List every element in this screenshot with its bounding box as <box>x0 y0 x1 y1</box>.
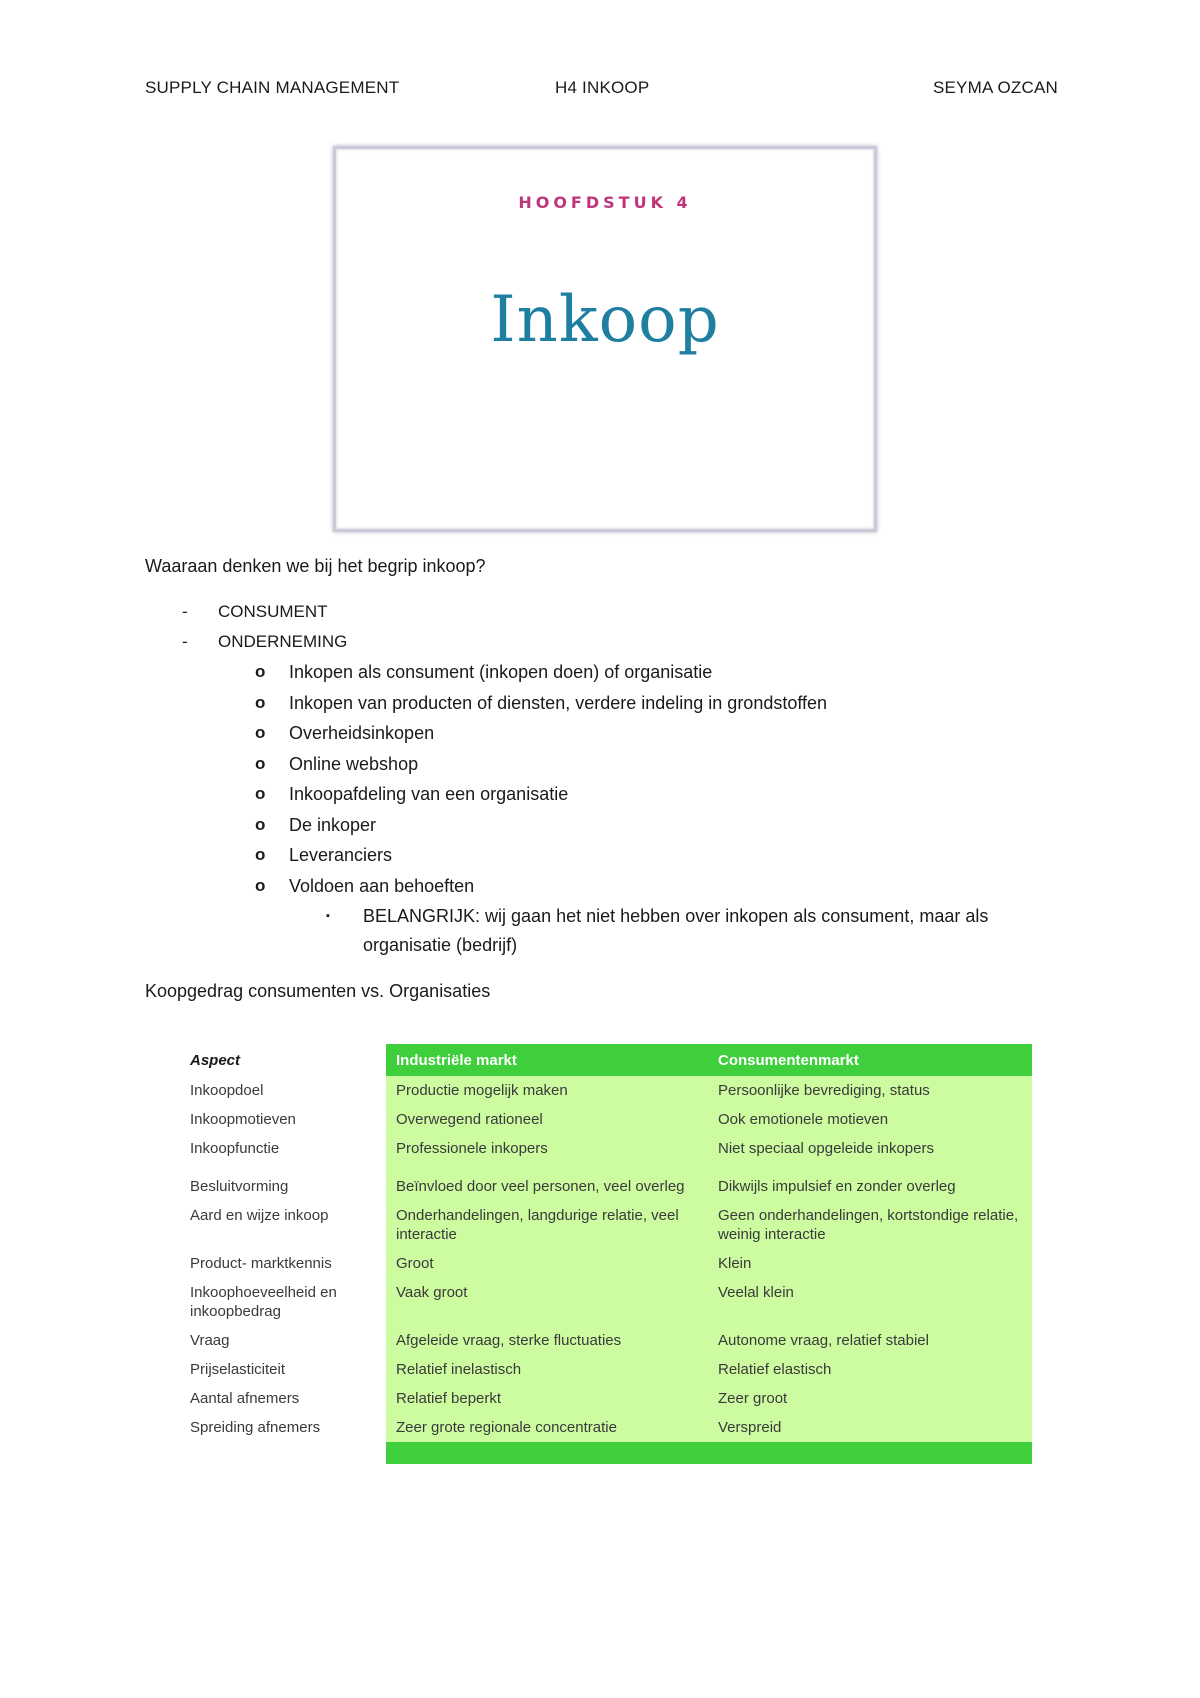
industrial-cell: Relatief beperkt <box>386 1384 708 1413</box>
sub-item-label: Overheidsinkopen <box>289 723 435 743</box>
consumer-cell: Ook emotionele motieven <box>708 1105 1032 1134</box>
sub-item-label: De inkoper <box>289 815 377 835</box>
table-row <box>180 1201 1032 1249</box>
dash-item-label: CONSUMENT <box>218 602 328 621</box>
consumer-cell: Veelal klein <box>708 1278 1032 1326</box>
chapter-title: Inkoop <box>490 283 720 357</box>
circle-bullet: o <box>255 845 266 864</box>
industrial-cell: Productie mogelijk maken <box>386 1076 708 1105</box>
aspect-cell: Product- marktkennis <box>180 1249 386 1278</box>
column-header-aspect: Aspect <box>180 1044 386 1076</box>
table-row <box>180 1076 1032 1105</box>
dash-bullet: - <box>182 602 188 621</box>
footer-empty-cell <box>180 1442 386 1464</box>
column-header-consumer: Consumentenmarkt <box>708 1044 1032 1076</box>
table-row <box>180 1134 1032 1163</box>
aspect-cell: Inkoopfunctie <box>180 1134 386 1163</box>
table-row <box>180 1249 1032 1278</box>
header-chapter: H4 INKOOP <box>555 78 650 97</box>
important-note-text: BELANGRIJK: wij gaan het niet hebben over inkopen als consument, maar als organisatie (bedrijf) <box>363 906 989 955</box>
sub-item-label: Voldoen aan behoeften <box>289 876 475 896</box>
consumer-cell: Dikwijls impulsief en zonder overleg <box>708 1163 1032 1201</box>
consumer-cell: Niet speciaal opgeleide inkopers <box>708 1134 1032 1163</box>
footer-green-band <box>386 1442 1032 1464</box>
consumer-cell: Persoonlijke bevrediging, status <box>708 1076 1032 1105</box>
industrial-cell: Afgeleide vraag, sterke fluctuaties <box>386 1326 708 1355</box>
table-header-row <box>180 1044 1032 1076</box>
sub-item-label: Leveranciers <box>289 845 393 865</box>
sub-item-label: Inkopen van producten of diensten, verdere indeling in grondstoffen <box>289 693 828 713</box>
consumer-cell: Geen onderhandelingen, kortstondige relatie, weinig interactie <box>708 1201 1032 1249</box>
header-author: SEYMA OZCAN <box>932 78 1058 97</box>
circle-bullet: o <box>255 754 266 773</box>
sub-item-label: Online webshop <box>289 754 419 774</box>
table-row <box>180 1413 1032 1442</box>
table-row <box>180 1355 1032 1384</box>
table-row <box>180 1105 1032 1134</box>
industrial-cell: Relatief inelastisch <box>386 1355 708 1384</box>
industrial-cell: Professionele inkopers <box>386 1134 708 1163</box>
circle-bullet: o <box>255 815 266 834</box>
consumer-cell: Relatief elastisch <box>708 1355 1032 1384</box>
aspect-cell: Besluitvorming <box>180 1163 386 1201</box>
aspect-cell: Vraag <box>180 1326 386 1355</box>
circle-bullet: o <box>255 784 266 803</box>
intro-question: Waaraan denken we bij het begrip inkoop? <box>145 556 486 576</box>
consumer-cell: Klein <box>708 1249 1032 1278</box>
aspect-cell: Aantal afnemers <box>180 1384 386 1413</box>
header-course: SUPPLY CHAIN MANAGEMENT <box>145 78 400 97</box>
consumer-cell: Zeer groot <box>708 1384 1032 1413</box>
comparison-table <box>180 1044 1032 1464</box>
industrial-cell: Onderhandelingen, langdurige relatie, veel interactie <box>386 1201 708 1249</box>
circle-bullet: o <box>255 662 266 681</box>
aspect-cell: Spreiding afnemers <box>180 1413 386 1442</box>
consumer-cell: Verspreid <box>708 1413 1032 1442</box>
circle-bullet: o <box>255 723 266 742</box>
circle-bullet: o <box>255 693 266 712</box>
aspect-cell: Aard en wijze inkoop <box>180 1201 386 1249</box>
square-bullet: ▪ <box>326 910 330 922</box>
aspect-cell: Prijselasticiteit <box>180 1355 386 1384</box>
table-row <box>180 1163 1032 1201</box>
aspect-cell: Inkoophoeveelheid en inkoopbedrag <box>180 1278 386 1326</box>
aspect-cell: Inkoopmotieven <box>180 1105 386 1134</box>
circle-bullet: o <box>255 876 266 895</box>
industrial-cell: Beïnvloed door veel personen, veel overleg <box>386 1163 708 1201</box>
page-header <box>145 78 1058 102</box>
dash-item-label: ONDERNEMING <box>218 632 348 651</box>
table-row <box>180 1384 1032 1413</box>
chapter-title-card <box>333 146 877 532</box>
column-header-industrial: Industriële markt <box>386 1044 708 1076</box>
table-footer-row <box>180 1442 1032 1464</box>
sub-item-label: Inkopen als consument (inkopen doen) of organisatie <box>289 662 713 682</box>
sub-item-label: Inkoopafdeling van een organisatie <box>289 784 569 804</box>
industrial-cell: Overwegend rationeel <box>386 1105 708 1134</box>
table-row <box>180 1326 1032 1355</box>
aspect-cell: Inkoopdoel <box>180 1076 386 1105</box>
industrial-cell: Zeer grote regionale concentratie <box>386 1413 708 1442</box>
chapter-label: HOOFDSTUK 4 <box>518 193 692 212</box>
consumer-cell: Autonome vraag, relatief stabiel <box>708 1326 1032 1355</box>
section-title: Koopgedrag consumenten vs. Organisaties <box>145 981 491 1001</box>
table-row <box>180 1278 1032 1326</box>
dash-bullet: - <box>182 632 188 651</box>
industrial-cell: Vaak groot <box>386 1278 708 1326</box>
industrial-cell: Groot <box>386 1249 708 1278</box>
